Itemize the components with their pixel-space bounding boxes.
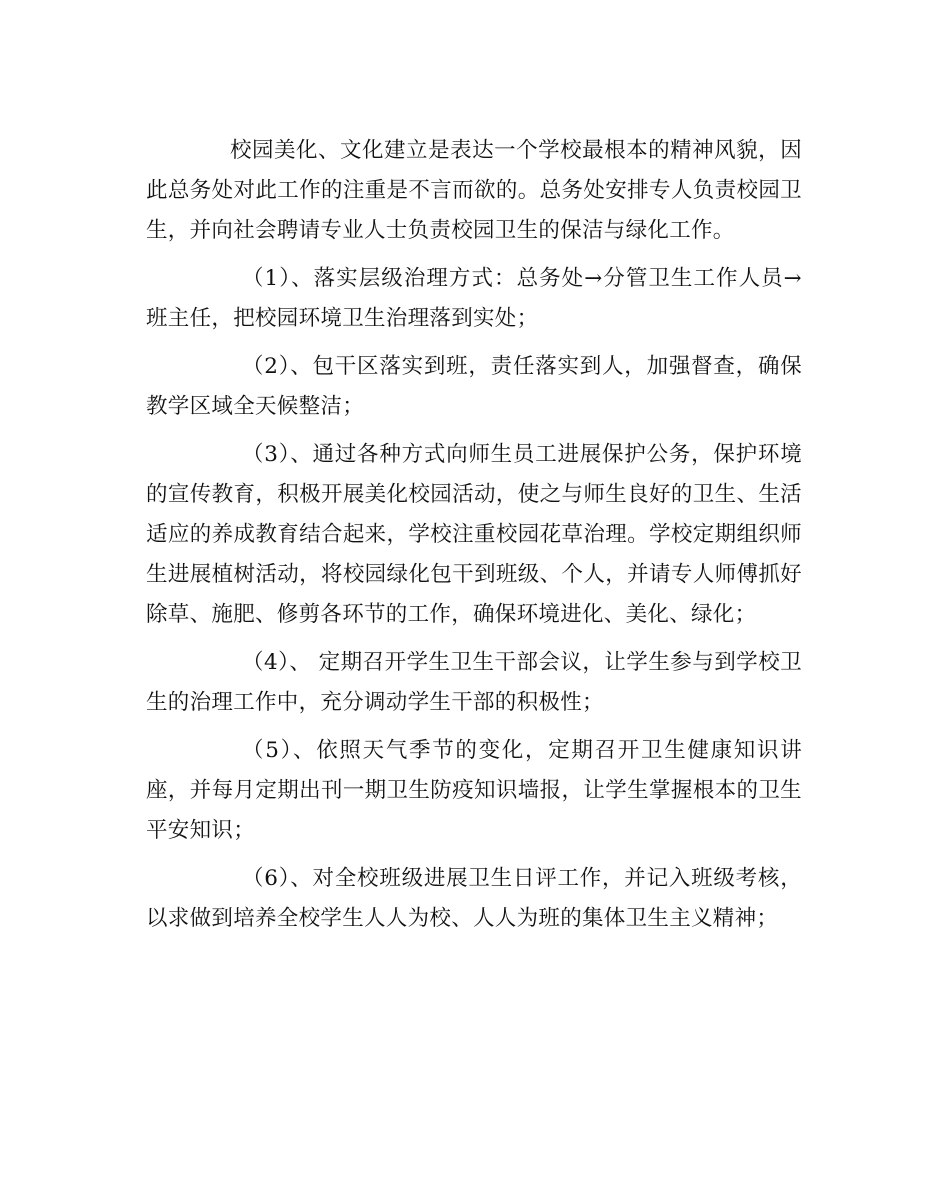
paragraph-item-1: （1）、落实层级治理方式：总务处→分管卫生工作人员→班主任，把校园环境卫生治理落到实处； [146, 266, 802, 331]
paragraph-item-5: （5）、依照天气季节的变化，定期召开卫生健康知识讲座，并每月定期出刊一期卫生防疫知识墙报，让学生掌握根本的卫生平安知识； [146, 738, 802, 843]
paragraph-item-2: （2）、包干区落实到班，责任落实到人，加强督查，确保教学区域全天候整洁； [146, 354, 802, 419]
paragraph-item-6: （6）、对全校班级进展卫生日评工作，并记入班级考核，以求做到培养全校学生人人为校、人人为班的集体卫生主义精神； [146, 866, 802, 931]
paragraph-item-4: （4）、 定期召开学生卫生干部会议，让学生参与到学校卫生的治理工作中，充分调动学生干部的积极性； [146, 650, 802, 715]
paragraph-item-3: （3）、通过各种方式向师生员工进展保护公务，保护环境的宣传教育，积极开展美化校园活动，使之与师生良好的卫生、生活适应的养成教育结合起来，学校注重校园花草治理。学校定期组织师生进展植树活动，将校园绿化包干到班级、个人，并请专人师傅抓好除草、施肥、修剪各环节的工作，确保环境进化、美化、绿化； [146, 442, 802, 627]
paragraph-intro: 校园美化、文化建立是表达一个学校最根本的精神风貌，因此总务处对此工作的注重是不言而欲的。总务处安排专人负责校园卫生，并向社会聘请专业人士负责校园卫生的保洁与绿化工作。 [146, 138, 802, 243]
document-body [146, 131, 802, 947]
